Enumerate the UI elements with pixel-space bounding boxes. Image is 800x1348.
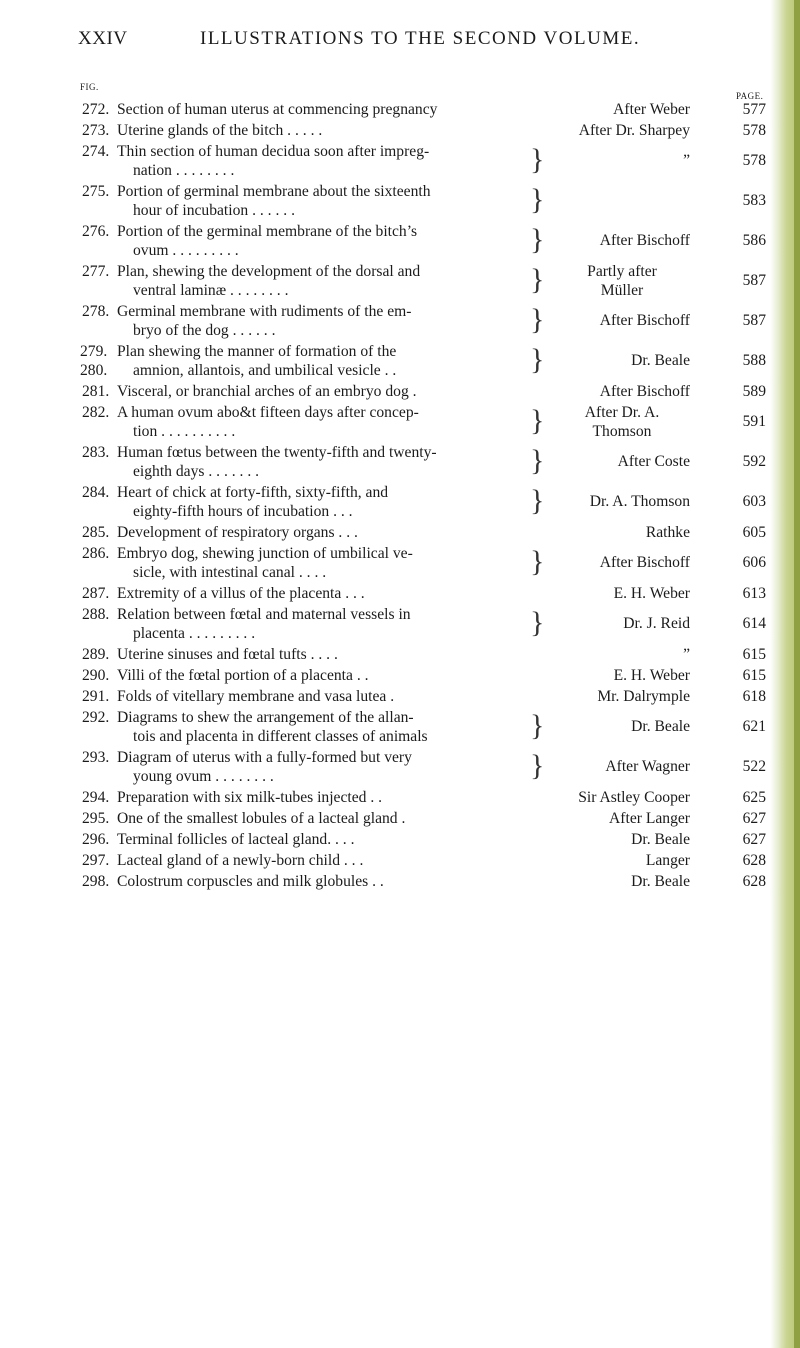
figure-source: Dr. Beale [631,873,690,890]
description-line: Portion of the germinal membrane of the bitch’s [117,223,418,240]
figure-description [117,788,527,807]
description-line: eighth days . . . . . . . [133,463,260,480]
page-ref: 625 [742,789,766,806]
figure-source: Dr. A. Thomson [589,493,690,510]
figure-number: 275. [82,183,110,200]
description-line: Diagrams to shew the arrangement of the allan- [117,709,414,726]
figure-number: 285. [82,524,110,541]
brace-mark: } [530,143,545,176]
figure-source: Partly after Müller [587,263,657,299]
description-line: Villi of the fœtal portion of a placenta . . [117,667,369,684]
figure-description [117,872,527,891]
list-item [0,687,800,708]
figure-number: 284. [82,484,110,501]
list-item [0,666,800,687]
figure-source: Mr. Dalrymple [597,688,690,705]
figure-source: After Wagner [605,758,690,775]
page-number: XXIV [78,28,128,49]
list-item [0,809,800,830]
figure-source: After Langer [609,810,690,827]
figure-source: After Bischoff [599,312,690,329]
figure-number: 292. [82,709,110,726]
figure-number: 281. [82,383,110,400]
page-ref: 613 [742,585,766,602]
list-item [0,342,800,382]
figure-number: 279. 280. [80,343,108,379]
description-line: A human ovum abo&t fifteen days after concep- [117,404,419,421]
list-item [0,605,800,645]
figure-description [117,851,527,870]
page-ref: 583 [742,192,766,209]
figure-source: After Dr. Sharpey [578,122,690,139]
list-item [0,788,800,809]
description-line: Development of respiratory organs . . . [117,524,358,541]
list-item [0,851,800,872]
description-line: placenta . . . . . . . . . [133,625,256,642]
page-ref: 605 [742,524,766,541]
page-ref: 627 [742,831,766,848]
figure-number: 293. [82,749,110,766]
description-line: Lacteal gland of a newly-born child . . . [117,852,364,869]
figure-number: 295. [82,810,110,827]
page-ref: 615 [742,646,766,663]
description-line: Section of human uterus at commencing pregnancy [117,101,438,118]
figure-source: After Weber [613,101,690,118]
figure-source: After Bischoff [599,232,690,249]
brace-mark: } [530,263,545,296]
page-ref: 586 [742,232,766,249]
list-item [0,302,800,342]
description-line: tois and placenta in different classes of animals [133,728,428,745]
figure-number: 274. [82,143,110,160]
description-line: Plan, shewing the development of the dorsal and [117,263,421,280]
figure-number: 273. [82,122,110,139]
description-line: Visceral, or branchial arches of an embryo dog . [117,383,417,400]
list-item [0,100,800,121]
figure-description [117,222,527,260]
list-item [0,544,800,584]
description-line: Diagram of uterus with a fully-formed but very [117,749,412,766]
figure-description [117,544,527,582]
figure-number: 291. [82,688,110,705]
description-line: Folds of vitellary membrane and vasa lutea . [117,688,395,705]
figure-number: 283. [82,444,110,461]
description-line: tion . . . . . . . . . . [133,423,236,440]
list-item [0,708,800,748]
description-line: Portion of germinal membrane about the sixteenth [117,183,431,200]
figure-number: 289. [82,646,110,663]
figure-description [117,483,527,521]
figure-number: 288. [82,606,110,623]
figure-description [117,523,527,542]
figure-source: Langer [645,852,690,869]
figure-number: 277. [82,263,110,280]
figure-source: Rathke [645,524,690,541]
figure-source: After Dr. A. Thomson [584,404,660,440]
page-ref: 618 [742,688,766,705]
list-item [0,443,800,483]
figure-description [117,403,527,441]
page-ref: 621 [742,718,766,735]
page-ref: 587 [742,272,766,289]
description-line: Human fœtus between the twenty-fifth and twenty- [117,444,437,461]
figure-number: 286. [82,545,110,562]
page-ref: 603 [742,493,766,510]
description-line: nation . . . . . . . . [133,162,235,179]
description-line: Extremity of a villus of the placenta . . . [117,585,365,602]
figure-description [117,262,527,300]
description-line: Thin section of human decidua soon after impreg- [117,143,430,160]
figure-description [117,748,527,786]
figure-description [117,342,527,380]
figure-description [117,584,527,603]
figure-source: ” [683,152,690,169]
description-line: Embryo dog, shewing junction of umbilical ve- [117,545,413,562]
page-ref: 628 [742,852,766,869]
figure-number: 282. [82,404,110,421]
list-item [0,584,800,605]
figure-description [117,302,527,340]
page-ref: 578 [742,122,766,139]
figure-number: 272. [82,101,110,118]
description-line: hour of incubation . . . . . . [133,202,295,219]
figure-source: After Coste [617,453,690,470]
description-line: Uterine glands of the bitch . . . . . [117,122,323,139]
description-line: ovum . . . . . . . . . [133,242,239,259]
page-ref: 628 [742,873,766,890]
figure-number: 298. [82,873,110,890]
figure-source: Dr. Beale [631,352,690,369]
list-item [0,262,800,302]
figure-source: Sir Astley Cooper [578,789,690,806]
brace-mark: } [530,223,545,256]
page-ref: 606 [742,554,766,571]
page-ref: 615 [742,667,766,684]
figure-source: E. H. Weber [613,585,690,602]
description-line: young ovum . . . . . . . . [133,768,274,785]
figure-description [117,182,527,220]
list-item [0,645,800,666]
figure-description [117,666,527,685]
list-item [0,142,800,182]
list-item [0,523,800,544]
description-line: ventral laminæ . . . . . . . . [133,282,289,299]
brace-mark: } [530,709,545,742]
page-column-header: PAGE. [736,91,764,101]
description-line: eighty-fifth hours of incubation . . . [133,503,353,520]
brace-mark: } [530,545,545,578]
page-ref: 578 [742,152,766,169]
description-line: Relation between fœtal and maternal vessels in [117,606,411,623]
page-ref: 522 [742,758,766,775]
brace-mark: } [530,749,545,782]
page-ref: 589 [742,383,766,400]
page-edge-binding [794,0,800,1348]
description-line: One of the smallest lobules of a lacteal gland . [117,810,406,827]
description-line: Germinal membrane with rudiments of the em- [117,303,412,320]
list-item [0,872,800,893]
brace-mark: } [530,303,545,336]
figure-description [117,142,527,180]
list-item [0,748,800,788]
figure-number: 296. [82,831,110,848]
figure-number: 287. [82,585,110,602]
page-ref: 591 [742,413,766,430]
brace-mark: } [530,343,545,376]
illustration-list [0,100,800,893]
page-ref: 577 [742,101,766,118]
page-ref: 614 [742,615,766,632]
brace-mark: } [530,183,545,216]
description-line: Plan shewing the manner of formation of the [117,343,397,360]
list-item [0,382,800,403]
fig-column-header: FIG. [80,82,99,92]
figure-number: 290. [82,667,110,684]
figure-description [117,687,527,706]
list-item [0,182,800,222]
figure-source: After Bischoff [599,554,690,571]
brace-mark: } [530,444,545,477]
figure-source: After Bischoff [599,383,690,400]
page-ref: 588 [742,352,766,369]
figure-description [117,382,527,401]
figure-description [117,645,527,664]
description-line: sicle, with intestinal canal . . . . [133,564,327,581]
list-item [0,830,800,851]
description-line: Uterine sinuses and fœtal tufts . . . . [117,646,338,663]
figure-source: Dr. J. Reid [623,615,690,632]
page-title: ILLUSTRATIONS TO THE SECOND VOLUME. [200,28,641,49]
description-line: bryo of the dog . . . . . . [133,322,276,339]
page-ref: 592 [742,453,766,470]
figure-source: E. H. Weber [613,667,690,684]
description-line: Preparation with six milk-tubes injected . . [117,789,383,806]
description-line: Colostrum corpuscles and milk globules . . [117,873,384,890]
figure-description [117,830,527,849]
page-ref: 627 [742,810,766,827]
figure-source: ” [683,646,690,663]
list-item [0,121,800,142]
description-line: Terminal follicles of lacteal gland. . . . [117,831,355,848]
figure-description [117,443,527,481]
figure-number: 294. [82,789,110,806]
figure-description [117,809,527,828]
figure-number: 278. [82,303,110,320]
brace-mark: } [530,404,545,437]
figure-description [117,708,527,746]
figure-number: 276. [82,223,110,240]
list-item [0,222,800,262]
figure-number: 297. [82,852,110,869]
brace-mark: } [530,484,545,517]
figure-description [117,100,527,119]
figure-description [117,121,527,140]
brace-mark: } [530,606,545,639]
list-item [0,483,800,523]
description-line: amnion, allantois, and umbilical vesicle . . [133,362,397,379]
figure-source: Dr. Beale [631,718,690,735]
figure-description [117,605,527,643]
list-item [0,403,800,443]
description-line: Heart of chick at forty-fifth, sixty-fifth, and [117,484,389,501]
page-ref: 587 [742,312,766,329]
figure-source: Dr. Beale [631,831,690,848]
